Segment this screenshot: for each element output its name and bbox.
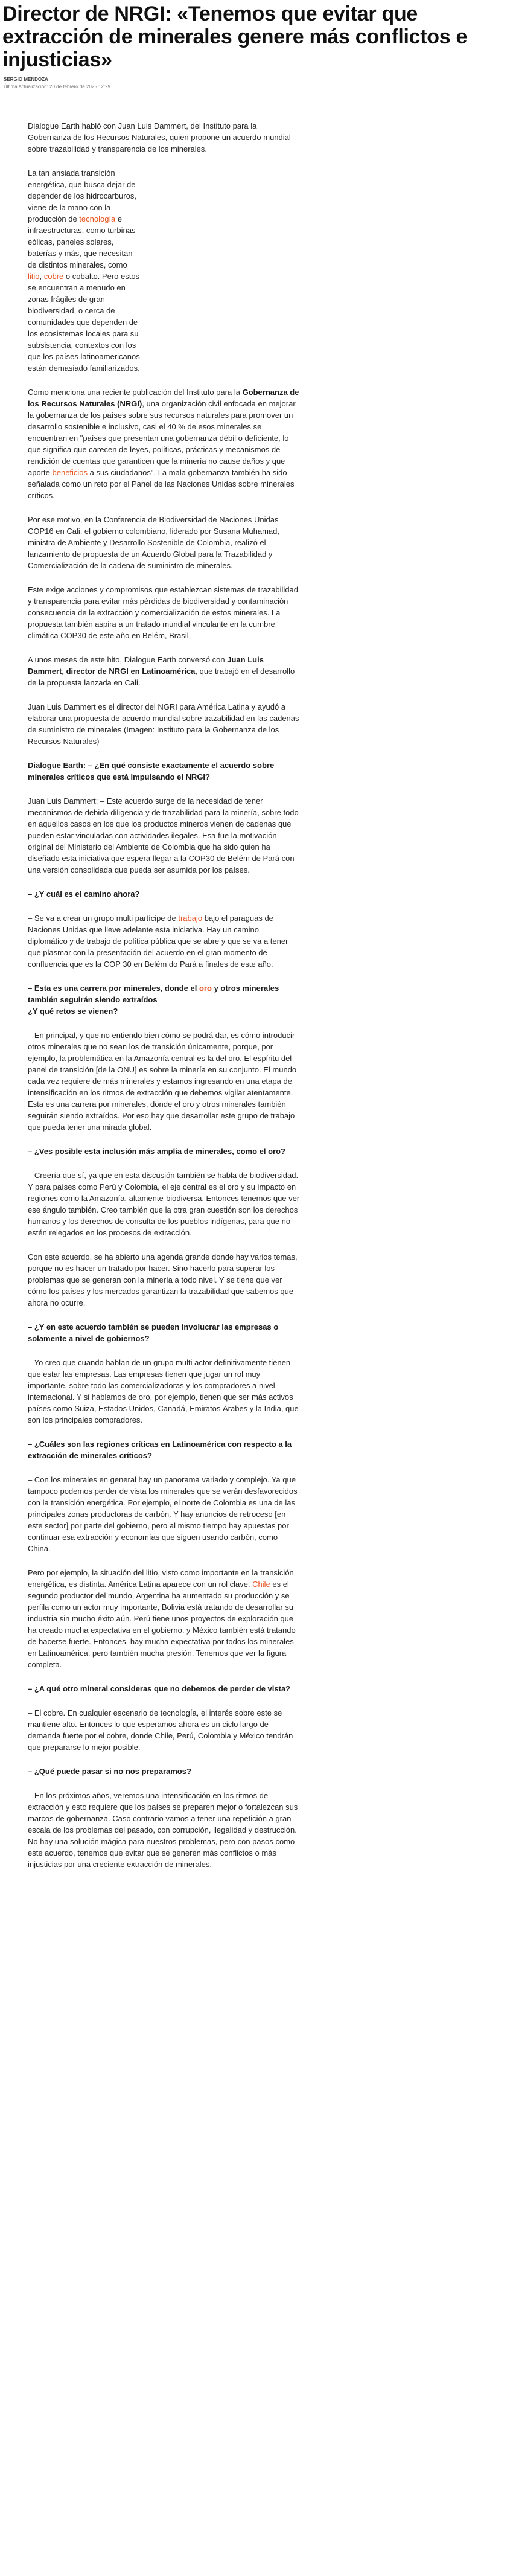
article-body [28, 90, 301, 1870]
text-segment: y otros minerales también seguirán siendo extraídos [28, 984, 279, 1004]
question-1: Dialogue Earth: – ¿En qué consiste exactamente el acuerdo sobre minerales críticos que está impulsando el NRGI? [28, 761, 275, 781]
text-segment: , que trabajó en el desarrollo de la propuesta lanzada en Cali. [28, 667, 295, 687]
link-trabajo[interactable]: trabajo [178, 914, 203, 923]
question-4: – ¿Ves posible esta inclusión más amplia de minerales, como el oro? [28, 1147, 285, 1156]
text-segment: a sus ciudadanos". La mala gobernanza también ha sido señalada como un reto por el Panel de las Naciones Unidas sobre minerales críticos. [28, 468, 295, 500]
question-3 [28, 982, 301, 1017]
interview-intro-paragraph [28, 654, 301, 688]
link-chile[interactable]: Chile [252, 1580, 270, 1589]
answer-5: – Yo creo que cuando hablan de un grupo multi actor definitivamente tienen que estar las empresas. Las empresas tienen que jugar un rol muy importante, sobre todo las comercializadoras y los compradores a nivel internacional. Y si hablamos de oro, por ejemplo, tienen que ser más activos países como Suiza, Estados Unidos, Canadá, Emiratos Árabes y la India, que son los principales compradores. [28, 1358, 299, 1424]
question-6: – ¿Cuáles son las regiones críticas en Latinoamérica con respecto a la extracción de minerales críticos? [28, 1440, 292, 1460]
last-updated: Última Actualización: 20 de febrero de 2025 12:29 [4, 84, 111, 89]
answer-6a: – Con los minerales en general hay un panorama variado y complejo. Ya que tampoco podemos perder de vista los minerales que se verán desfavorecidos con la transición energética. Por ejemplo, el norte de Colombia es una de las principales zonas productoras de carbón. Y hay anuncios de retroceso [en este sector] por parte del gobierno, pero al mismo tiempo hay apuestas por continuar esa extracción y economías que siguen usando carbón, como China. [28, 1475, 298, 1553]
text-segment: Pero por ejemplo, la situación del litio, visto como importante en la transición energética, es distinta. América Latina aparece con un rol clave. [28, 1568, 294, 1589]
text-segment: es el segundo productor del mundo, Argentina ha aumentado su producción y se perfila como un actor muy importante, Bolivia está tratando de desarrollar su industria sin mucho éxito aún. Perú tiene unos proyectos de exploración que ha creado mucha expectativa en el gobierno, y México también está tratando de hacerse fuerte. Entonces, hay mucha expectativa por todos los minerales en Latinoamérica, pero también mucha presión. Tenemos que ver la figura completa. [28, 1580, 296, 1669]
transition-paragraph [28, 167, 142, 374]
question-7: – ¿A qué otro mineral consideras que no debemos de perder de vista? [28, 1684, 291, 1693]
bold-nrgi-name: Gobernanza de los Recursos Naturales (NRGI) [28, 388, 299, 408]
text-segment: , una organización civil enfocada en mejorar la gobernanza de los países sobre sus recursos naturales para promover un desarrollo sostenible e inclusivo, casi el 40 % de esos minerales se encuentran en "países que presentan una gobernanza débil o deficiente, lo que significa que carecen de leyes, políticas, prácticas y mecanismos de rendición de cuentas que garanticen que la minería no cause daños y que aporte [28, 399, 296, 477]
question-2: – ¿Y cuál es el camino ahora? [28, 889, 140, 899]
answer-6b [28, 1567, 301, 1670]
answer-1: Juan Luis Dammert: – Este acuerdo surge de la necesidad de tener mecanismos de debida diligencia y de trazabilidad para la minería, sobre todo en aquellos casos en los que los productos mineros vienen de cadenas que pueden estar vinculadas con actividades ilegales. Esa fue la motivación original del Ministerio del Ambiente de Colombia que ha sido quien ha diseñado esta iniciativa que espera llegar a la COP30 de Belém de Pará con una versión consolidada que pueda ser asumida por los países. [28, 796, 299, 874]
answer-4a: – Creería que sí, ya que en esta discusión también se habla de biodiversidad. Y para países como Perú y Colombia, el eje central es el oro y su impacto en regiones como la Amazonía, altamente-biodiversa. Entonces tenemos que ver ese ángulo también. Creo también que la otra gran cuestión son los derechos humanos y los derechos de consulta de los pueblos indígenas, para que no estén relegados en los procesos de extracción. [28, 1171, 300, 1237]
question-8: – ¿Qué puede pasar si no nos preparamos? [28, 1767, 191, 1776]
question-5: – ¿Y en este acuerdo también se pueden involucrar las empresas o solamente a nivel de gobiernos? [28, 1322, 279, 1343]
author-name[interactable]: SERGIO MENDOZA [4, 77, 48, 82]
byline [0, 71, 513, 90]
text-segment: bajo el paraguas de Naciones Unidas que lleve adelante esta iniciativa. Hay un camino diplomático y de trabajo de política pública que se abre y que se va a tener que plasmar con la presentación del acuerdo en el gran momento de confluencia que es la COP 30 en Belém do Pará a finales de este año. [28, 914, 288, 969]
link-cobre[interactable]: cobre [43, 272, 64, 281]
text-segment: o cobalto. Pero estos se encuentran a menudo en zonas frágiles de gran biodiversidad, o cerca de comunidades que dependen de los ecosistemas locales para su subsistencia, contextos con los que los países latinoamericanos están demasiado familiarizados. [28, 272, 140, 373]
link-tecnologia[interactable]: tecnología [79, 214, 116, 223]
text-segment: – Se va a crear un grupo multi partícipe de [28, 914, 176, 923]
intro-paragraph: Dialogue Earth habló con Juan Luis Dammert, del Instituto para la Gobernanza de los Recursos Naturales, quien propone un acuerdo mundial sobre trazabilidad y transparencia de los minerales. [28, 121, 291, 153]
image-caption: Juan Luis Dammert es el director del NGRI para América Latina y ayudó a elaborar una propuesta de acuerdo mundial sobre trazabilidad en las cadenas de suministro de minerales (Imagen: Instituto para la Gobernanza de los Recursos Naturales) [28, 702, 299, 746]
text-segment: , [39, 272, 42, 281]
text-segment: Como menciona una reciente publicación del Instituto para la [28, 388, 240, 397]
text-segment: e infraestructuras, como turbinas eólicas, paneles solares, baterías y más, que necesitan de distintos minerales, como [28, 214, 136, 269]
text-segment: A unos meses de este hito, Dialogue Earth conversó con [28, 655, 225, 664]
text-segment: La tan ansiada transición energética, que busca dejar de depender de los hidrocarburos, viene de la mano con la producción de [28, 168, 136, 223]
bold-interviewee: Juan Luis Dammert, director de NRGI en Latinoamérica [28, 655, 264, 676]
link-beneficios[interactable]: beneficios [52, 468, 88, 477]
article-title: Director de NRGI: «Tenemos que evitar que extracción de minerales genere más conflictos e injusticias» [2, 2, 468, 71]
text-segment: – Esta es una carrera por minerales, donde el [28, 984, 197, 993]
answer-4b: Con este acuerdo, se ha abierto una agenda grande donde hay varios temas, porque no es hacer un tratado por hacer. Sino hacerlo para superar los problemas que se generan con la minería a todo nivel. Y se tiene que ver cómo los países y los mercados garantizan la trazabilidad que sabemos que ahora no ocurre. [28, 1252, 298, 1307]
text-segment: ¿Y qué retos se vienen? [28, 1007, 118, 1016]
answer-3: – En principal, y que no entiendo bien cómo se podrá dar, es cómo introducir otros minerales que no sean los de transición únicamente, porque, por ejemplo, la problemática en la Amazonía central es la del oro. El espíritu del panel de transición [de la ONU] es sobre la minería en su conjunto. El mundo cada vez requiere de más minerales y estamos ingresando en una etapa de intensificación en los ritmos de extracción que debemos vigilar atentamente. Esta es una carrera por minerales, donde el oro y otros minerales también seguirán siendo extraídos. Por eso hay que desarrollar este grupo de trabajo que pueda tener una mirada global. [28, 1031, 297, 1132]
answer-8: – En los próximos años, veremos una intensificación en los ritmos de extracción y esto requiere que los países se preparen mejor o fortalezcan sus marcos de gobernanza. Caso contrario vamos a tener una repetición a gran escala de los problemas del pasado, con corrupción, ilegalidad y destrucción. No hay una solución mágica para nuestros problemas, pero con pasos como este acuerdo, tenemos que evitar que se generen más conflictos o más injusticias por una creciente extracción de minerales. [28, 1791, 298, 1869]
cop16-paragraph: Por ese motivo, en la Conferencia de Biodiversidad de Naciones Unidas COP16 en Cali, el gobierno colombiano, liderado por Susana Muhamad, ministra de Ambiente y Desarrollo Sostenible de Colombia, realizó el lanzamiento de propuesta de un Acuerdo Global para la Trazabilidad y Comercialización de la cadena de suministro de minerales. [28, 515, 279, 570]
answer-7: – El cobre. En cualquier escenario de tecnología, el interés sobre este se mantiene alto. Entonces lo que esperamos ahora es un ciclo largo de demanda fuerte por el cobre, donde Chile, Perú, Colombia y México tendrán que prepararse lo mejor posible. [28, 1708, 293, 1752]
commitments-paragraph: Este exige acciones y compromisos que establezcan sistemas de trazabilidad y transparencia para evitar más pérdidas de biodiversidad y contaminación consecuencia de la extracción y comercialización de estos minerales. La propuesta también aspira a un tratado mundial vinculante en la cumbre climática COP30 de este año en Belém, Brasil. [28, 585, 299, 640]
answer-2 [28, 912, 301, 970]
nrgi-paragraph [28, 386, 301, 501]
link-oro[interactable]: oro [199, 984, 212, 993]
link-litio[interactable]: litio [28, 272, 40, 281]
